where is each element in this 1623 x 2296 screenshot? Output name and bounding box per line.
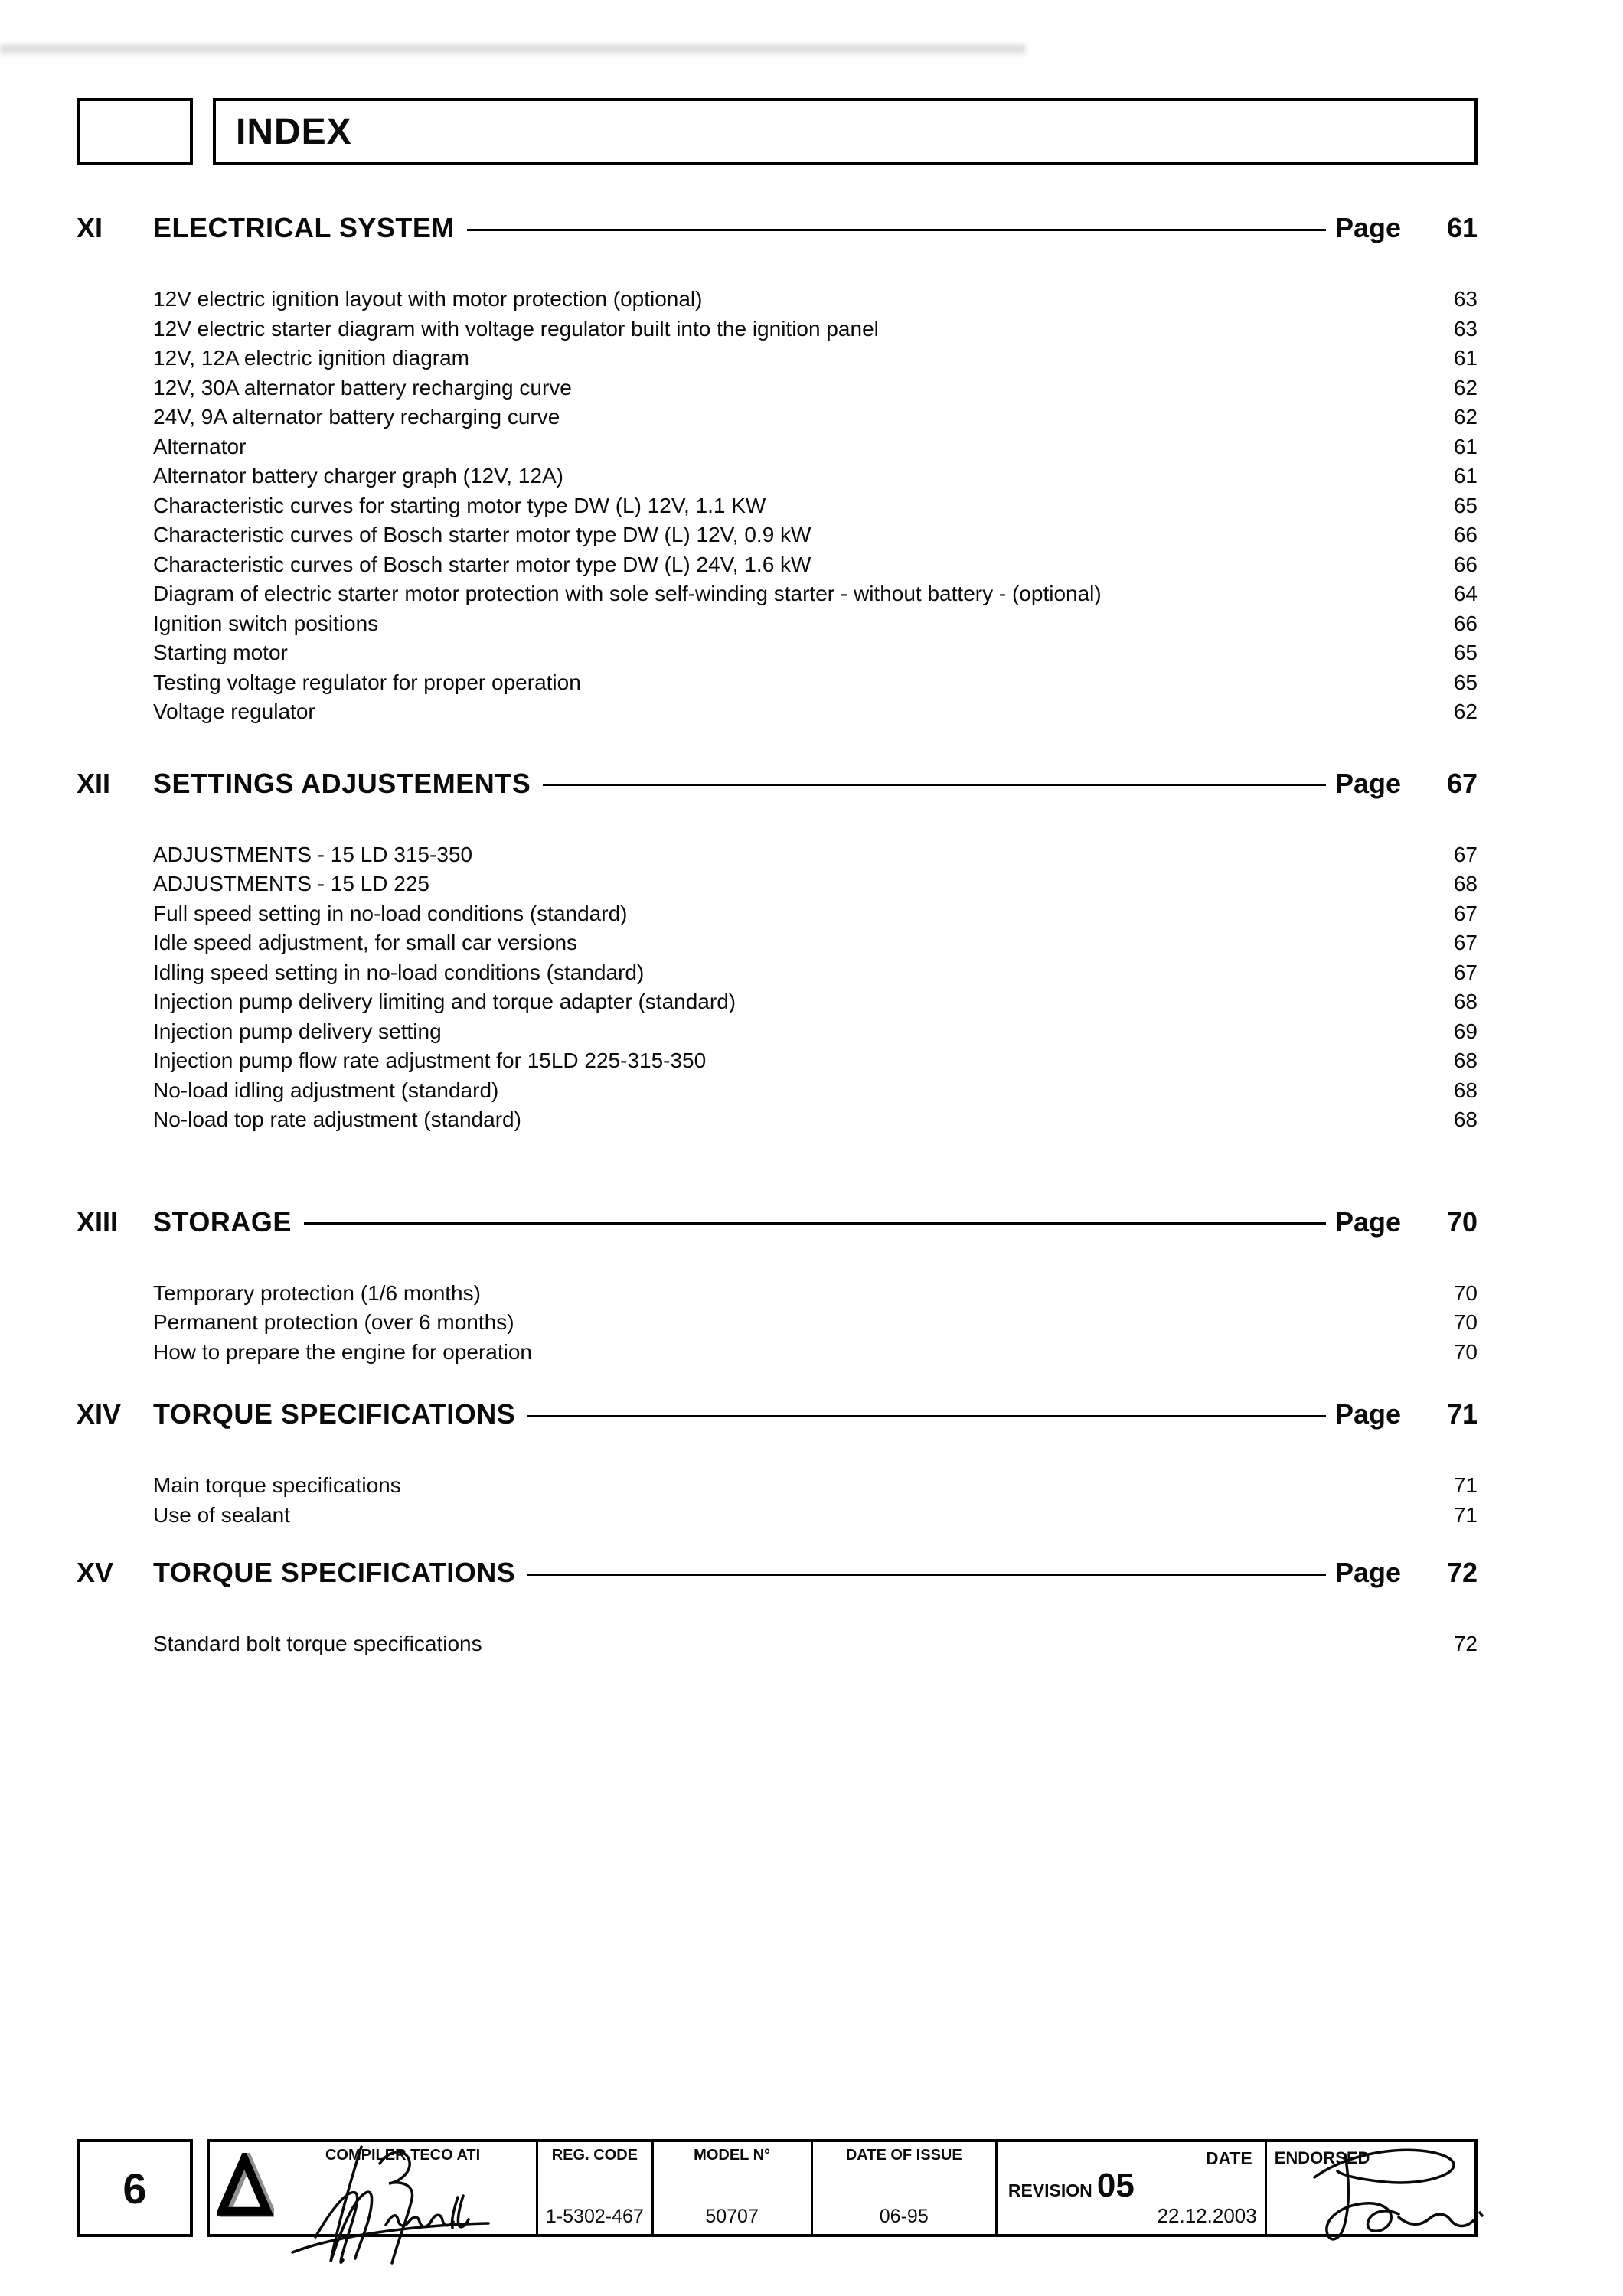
- toc-entry-page: 68: [1453, 872, 1478, 895]
- toc-entry: [153, 373, 1478, 403]
- scan-shadow: [0, 44, 1026, 55]
- date-of-issue-label: DATE OF ISSUE: [845, 2147, 962, 2164]
- endorsed-cell: [1265, 2142, 1474, 2234]
- toc-entry-page: 71: [1453, 1502, 1478, 1527]
- model-cell: [651, 2142, 811, 2234]
- revision-value: 05: [1096, 2167, 1135, 2204]
- section-numeral: XI: [77, 212, 103, 243]
- section-title: ELECTRICAL SYSTEM: [153, 212, 455, 243]
- page-label: Page: [1334, 767, 1401, 799]
- page-number: 6: [122, 2164, 147, 2213]
- page-header: [77, 98, 1478, 165]
- heading-rule: [467, 229, 1326, 231]
- model-label: MODEL N°: [694, 2147, 771, 2164]
- reg-code-value: 1-5302-467: [545, 2206, 644, 2227]
- toc-entry: [153, 697, 1478, 727]
- toc-entry-page: 65: [1453, 670, 1478, 694]
- toc-entry-title: Standard bolt torque specifications: [153, 1632, 482, 1655]
- toc-entry-page: 69: [1453, 1019, 1478, 1043]
- section-page-number: 67: [1446, 767, 1478, 799]
- section-heading: [77, 1556, 1478, 1590]
- heading-rule: [527, 1415, 1326, 1417]
- section-numeral: XIV: [77, 1398, 122, 1430]
- reg-code-cell: [536, 2142, 651, 2234]
- toc-entry-title: Ignition switch positions: [153, 611, 379, 635]
- section-title: SETTINGS ADJUSTEMENTS: [153, 767, 531, 799]
- page-number-box: [77, 2139, 193, 2237]
- toc-entry-page: 62: [1453, 405, 1478, 429]
- toc-entry-page: 70: [1453, 1280, 1478, 1305]
- compiler-signature: [271, 2144, 501, 2274]
- toc-entry-title: Alternator battery charger graph (12V, 12A): [153, 464, 563, 488]
- toc-entry: [153, 520, 1478, 550]
- toc-entry-title: Testing voltage regulator for proper operation: [153, 670, 581, 694]
- toc-entry: [153, 1279, 1478, 1309]
- toc-entry-title: Injection pump delivery setting: [153, 1019, 442, 1043]
- toc-entry-page: 66: [1453, 611, 1478, 635]
- toc-entry-page: 63: [1453, 287, 1478, 311]
- toc-entry-title: Temporary protection (1/6 months): [153, 1280, 481, 1305]
- section-page-number: 71: [1446, 1398, 1478, 1430]
- toc-entry-page: 68: [1453, 1107, 1478, 1131]
- toc-entry-page: 72: [1453, 1632, 1478, 1655]
- toc-entry-title: 12V electric starter diagram with voltage regulator built into the ignition panel: [153, 316, 879, 341]
- toc-entry: [153, 315, 1478, 344]
- toc-entry-title: 12V, 12A electric ignition diagram: [153, 346, 469, 370]
- section-page-number: 61: [1446, 212, 1478, 243]
- page-title: INDEX: [236, 111, 352, 152]
- toc-entry: [153, 928, 1478, 958]
- toc-entry: [153, 1076, 1478, 1106]
- toc-entry: [153, 609, 1478, 639]
- toc-entry: [153, 1105, 1478, 1135]
- toc-entry-title: Main torque specifications: [153, 1473, 401, 1497]
- toc-entry-title: Starting motor: [153, 641, 288, 664]
- page-label: Page: [1334, 1557, 1401, 1588]
- toc-entry-page: 67: [1453, 931, 1478, 954]
- section-page-number: 70: [1446, 1205, 1478, 1238]
- toc-entry-page: 68: [1453, 1078, 1478, 1102]
- toc-entry-title: ADJUSTMENTS - 15 LD 225: [153, 872, 429, 895]
- index-title-box: [213, 98, 1478, 165]
- toc-entry-page: 62: [1453, 375, 1478, 400]
- date-value: 22.12.2003: [1157, 2204, 1257, 2227]
- section-entries: [153, 1279, 1478, 1368]
- toc-entry: [153, 491, 1478, 521]
- toc-entry: [153, 1471, 1478, 1501]
- section-title: TORQUE SPECIFICATIONS: [153, 1557, 516, 1588]
- toc-entry-title: Idling speed setting in no-load conditions (standard): [153, 960, 645, 984]
- section-numeral: XV: [77, 1557, 114, 1588]
- toc-entry-title: Characteristic curves for starting motor type DW (L) 12V, 1.1 KW: [153, 493, 766, 517]
- toc-section: [77, 767, 1478, 1135]
- heading-rule: [527, 1574, 1326, 1576]
- toc-entry-page: 70: [1453, 1339, 1478, 1364]
- toc-entry: [153, 987, 1478, 1017]
- toc-entry-page: 67: [1453, 901, 1478, 925]
- toc-entry-title: Characteristic curves of Bosch starter motor type DW (L) 24V, 1.6 kW: [153, 552, 812, 576]
- toc-entry: [153, 668, 1478, 698]
- triangle-logo-icon: [217, 2153, 274, 2219]
- endorsed-label: ENDORSED: [1274, 2148, 1370, 2167]
- corner-box: [77, 98, 193, 165]
- toc-entry-page: 66: [1453, 523, 1478, 546]
- section-entries: [153, 840, 1478, 1135]
- toc-entry-page: 67: [1453, 960, 1478, 984]
- page-label: Page: [1334, 1398, 1401, 1430]
- toc-entry-title: 12V, 30A alternator battery recharging curve: [153, 375, 572, 400]
- toc-entry-page: 67: [1453, 842, 1478, 866]
- toc-entry-title: Injection pump delivery limiting and torque adapter (standard): [153, 990, 736, 1013]
- page-content: [77, 98, 1478, 1659]
- section-numeral: XII: [77, 767, 111, 799]
- toc-entry-title: 12V electric ignition layout with motor protection (optional): [153, 287, 703, 311]
- toc-entry-title: Voltage regulator: [153, 700, 315, 723]
- toc-entry: [153, 840, 1478, 870]
- section-entries: [153, 285, 1478, 727]
- model-value: 50707: [705, 2206, 759, 2227]
- toc-entry: [153, 550, 1478, 580]
- toc-entry-page: 61: [1453, 464, 1478, 488]
- toc-entry-title: No-load idling adjustment (standard): [153, 1078, 499, 1102]
- toc-sections: [77, 211, 1478, 1659]
- toc-entry-page: 70: [1453, 1310, 1478, 1334]
- toc-section: [77, 211, 1478, 727]
- page-label: Page: [1334, 1205, 1401, 1238]
- toc-entry-title: How to prepare the engine for operation: [153, 1339, 532, 1364]
- toc-entry: [153, 1046, 1478, 1076]
- reg-code-label: REG. CODE: [551, 2147, 638, 2164]
- revision-cell: [995, 2142, 1265, 2234]
- heading-rule: [543, 784, 1326, 786]
- page-label: Page: [1334, 212, 1401, 243]
- footer: [77, 2139, 1478, 2237]
- toc-entry: [153, 1017, 1478, 1047]
- toc-entry: [153, 1338, 1478, 1368]
- toc-entry: [153, 1308, 1478, 1338]
- toc-entry-title: Characteristic curves of Bosch starter motor type DW (L) 12V, 0.9 kW: [153, 523, 812, 546]
- toc-entry-title: ADJUSTMENTS - 15 LD 315-350: [153, 842, 473, 866]
- section-heading: [77, 211, 1478, 245]
- toc-entry: [153, 579, 1478, 609]
- toc-entry: [153, 285, 1478, 315]
- toc-entry-title: Idle speed adjustment, for small car versions: [153, 931, 578, 954]
- toc-section: [77, 1556, 1478, 1659]
- toc-entry-title: Injection pump flow rate adjustment for 15LD 225-315-350: [153, 1049, 707, 1072]
- toc-entry-title: Alternator: [153, 434, 247, 458]
- toc-section: [77, 1397, 1478, 1530]
- toc-entry-title: No-load top rate adjustment (standard): [153, 1107, 521, 1131]
- toc-entry-title: Permanent protection (over 6 months): [153, 1310, 514, 1334]
- toc-entry-page: 65: [1453, 641, 1478, 664]
- revision-label: REVISION: [1007, 2180, 1092, 2200]
- toc-entry-page: 68: [1453, 990, 1478, 1013]
- toc-entry: [153, 899, 1478, 929]
- toc-entry: [153, 432, 1478, 462]
- section-numeral: XIII: [77, 1205, 119, 1238]
- section-entries: [153, 1629, 1478, 1659]
- section-page-number: 72: [1446, 1557, 1478, 1588]
- toc-entry-page: 63: [1453, 316, 1478, 341]
- compiler-label: COMPILER TECO ATI: [325, 2147, 481, 2164]
- toc-entry-page: 68: [1453, 1049, 1478, 1072]
- toc-entry-title: Use of sealant: [153, 1502, 290, 1527]
- toc-entry-title: 24V, 9A alternator battery recharging curve: [153, 405, 560, 429]
- footer-table: [207, 2139, 1478, 2237]
- date-label: DATE: [1205, 2148, 1252, 2168]
- date-of-issue-cell: [811, 2142, 995, 2234]
- toc-entry-page: 71: [1453, 1473, 1478, 1497]
- heading-rule: [304, 1222, 1326, 1225]
- toc-entry-page: 65: [1453, 493, 1478, 517]
- date-of-issue-value: 06-95: [879, 2206, 929, 2227]
- toc-entry-page: 64: [1453, 582, 1478, 605]
- section-title: TORQUE SPECIFICATIONS: [153, 1398, 516, 1430]
- toc-entry-page: 61: [1453, 346, 1478, 370]
- toc-entry: [153, 461, 1478, 491]
- section-title: STORAGE: [153, 1205, 292, 1238]
- section-entries: [153, 1471, 1478, 1530]
- toc-entry: [153, 344, 1478, 373]
- toc-section: [77, 1205, 1478, 1368]
- toc-entry-title: Full speed setting in no-load conditions (standard): [153, 901, 628, 925]
- toc-entry: [153, 638, 1478, 668]
- section-heading: [77, 1397, 1478, 1431]
- toc-entry-page: 66: [1453, 552, 1478, 576]
- endorsed-signature: [1272, 2144, 1494, 2251]
- toc-entry: [153, 1501, 1478, 1531]
- compiler-cell: [210, 2142, 536, 2234]
- toc-entry: [153, 869, 1478, 899]
- toc-entry: [153, 1629, 1478, 1659]
- toc-entry: [153, 403, 1478, 432]
- toc-entry-title: Diagram of electric starter motor protection with sole self-winding starter - without battery - (optional): [153, 582, 1102, 605]
- toc-entry: [153, 958, 1478, 988]
- section-heading: [77, 1205, 1478, 1239]
- section-heading: [77, 767, 1478, 801]
- toc-entry-page: 62: [1453, 700, 1478, 723]
- toc-entry-page: 61: [1453, 434, 1478, 458]
